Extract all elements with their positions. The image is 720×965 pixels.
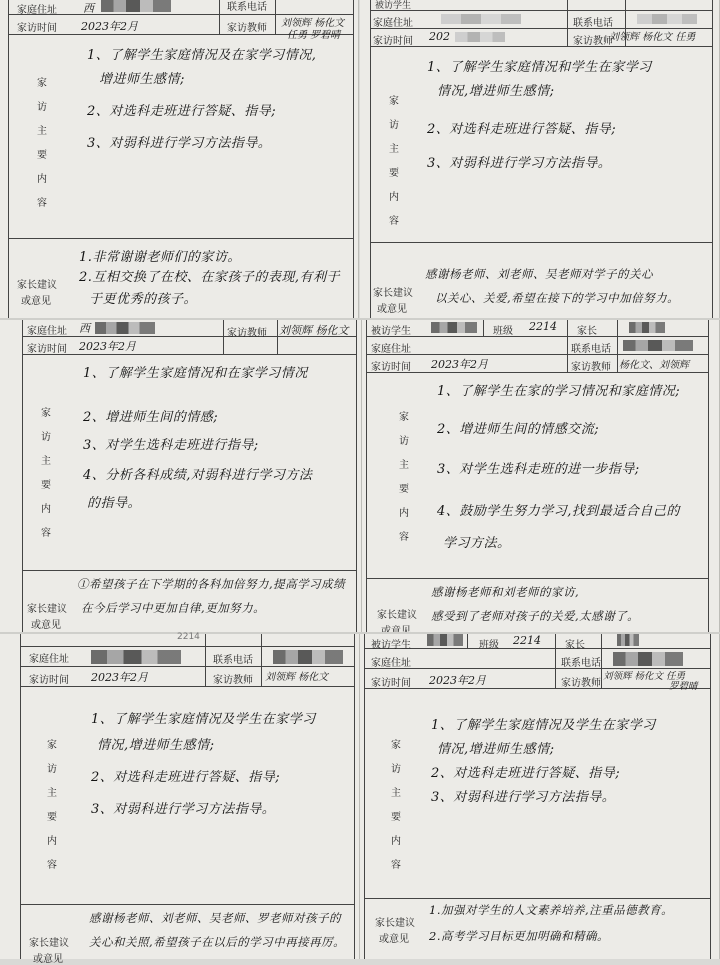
class-value: 2214 — [513, 634, 541, 647]
content-line-2: 情况,增进师生感情; — [437, 742, 555, 757]
content-line-4: 3、对弱科进行学习方法指导。 — [91, 802, 276, 817]
content-line-1: 1、了解学生家庭情况及在家学习情况, — [87, 48, 317, 63]
phone-label: 联系电话 — [561, 658, 601, 669]
address-value: 西 — [83, 2, 94, 15]
address-label: 家庭住址 — [29, 654, 69, 665]
teacher-value: 杨化文、刘领辉 — [619, 360, 689, 371]
main-content-label: 家访主要内容 — [391, 740, 401, 871]
redacted-address — [441, 14, 521, 24]
advice-line-2: 2.互相交换了在校、在家孩子的表现,有利于 — [79, 270, 341, 285]
phone-label: 联系电话 — [213, 655, 253, 666]
redacted-student — [431, 322, 477, 333]
advice-label-line-2: 或意见 — [21, 296, 51, 307]
phone-label: 联系电话 — [573, 18, 613, 29]
content-line-2: 2、增进师生间的情感交流; — [437, 422, 600, 437]
content-line-5: 的指导。 — [87, 496, 142, 511]
phone-label: 联系电话 — [571, 344, 611, 355]
advice-label-line-1: 家长建议 — [377, 610, 417, 621]
visit-time-label: 家访时间 — [373, 36, 413, 47]
teacher-value: 刘领辉 杨化文 — [279, 324, 349, 337]
advice-label-line-1: 家长建议 — [375, 918, 415, 929]
main-content-label: 家访主要内容 — [41, 408, 51, 539]
advice-line-2: 在今后学习中更加自律,更加努力。 — [81, 601, 266, 615]
address-label: 家庭住址 — [27, 326, 67, 337]
address-label: 家庭住址 — [371, 344, 411, 355]
redacted-phone — [273, 650, 343, 664]
redacted-parent — [617, 634, 639, 646]
content-line-3: 3、对学生选科走班进行指导; — [83, 438, 259, 453]
visit-time-value: 202 — [429, 30, 450, 43]
content-line-2: 情况,增进师生感情; — [437, 84, 555, 99]
teacher-label: 家访教师 — [571, 362, 611, 373]
address-label: 家庭住址 — [371, 658, 411, 669]
redacted-phone — [623, 340, 693, 351]
advice-label-line-1: 家长建议 — [373, 288, 413, 299]
teacher-label: 家访教师 — [573, 36, 613, 47]
visit-time-value: 2023年2月 — [431, 358, 488, 371]
teacher-label: 家访教师 — [213, 675, 253, 686]
class-value: 2214 — [529, 320, 557, 333]
class-value: 2214 — [177, 632, 200, 642]
advice-label-line-2: 或意见 — [31, 620, 61, 631]
redacted-visit-time — [455, 32, 505, 42]
content-line-5: 学习方法。 — [443, 536, 511, 551]
record-sheet-3 — [0, 320, 362, 632]
teacher-value-2: 罗碧晴 — [669, 681, 698, 692]
teacher-value-2: 任勇 罗碧晴 — [287, 30, 341, 41]
content-line-2: 情况,增进师生感情; — [97, 738, 215, 753]
content-line-1: 1、了解学生家庭情况及学生在家学习 — [431, 718, 656, 733]
content-line-2: 增进师生感情; — [99, 72, 185, 87]
content-line-1: 1、了解学生在家的学习情况和家庭情况; — [437, 384, 681, 399]
content-line-3: 3、对学生选科走班的进一步指导; — [437, 462, 640, 477]
content-line-2: 2、增进师生间的情感; — [83, 410, 219, 425]
content-line-3: 2、对选科走班进行答疑、指导; — [91, 770, 281, 785]
content-line-3: 2、对选科走班进行答疑、指导; — [431, 766, 621, 781]
advice-label-line-2: 或意见 — [377, 304, 407, 315]
teacher-value: 刘领辉 杨化文 任勇 — [603, 671, 686, 682]
advice-label-line-1: 家长建议 — [29, 938, 69, 949]
advice-label-line-1: 家长建议 — [17, 280, 57, 291]
teacher-label: 家访教师 — [227, 23, 267, 34]
visit-time-value: 2023年2月 — [79, 340, 136, 353]
teacher-value: 刘领辉 杨化文 — [265, 672, 329, 683]
redacted-address — [91, 650, 181, 664]
content-line-3: 2、对选科走班进行答疑、指导; — [87, 104, 277, 119]
visit-time-label: 家访时间 — [27, 344, 67, 355]
phone-label: 联系电话 — [227, 2, 267, 13]
content-line-1: 1、了解学生家庭情况和学生在家学习 — [427, 60, 652, 75]
record-sheet-4 — [362, 320, 720, 632]
address-label: 家庭住址 — [17, 5, 57, 16]
main-content-label: 家访主要内容 — [389, 96, 399, 227]
parent-label: 家长 — [565, 640, 585, 651]
advice-line-2: 以关心、关爱,希望在接下的学习中加倍努力。 — [435, 291, 680, 305]
record-sheet-2 — [360, 0, 720, 318]
visit-time-value: 2023年2月 — [91, 671, 148, 684]
teacher-label: 家访教师 — [227, 328, 267, 339]
redacted-phone — [637, 14, 697, 24]
advice-line-1: 感谢杨老师、刘老师、吴老师、罗老师对孩子的 — [89, 911, 341, 925]
content-line-4: 3、对弱科进行学习方法指导。 — [87, 136, 272, 151]
advice-label-line-2: 或意见 — [33, 954, 63, 965]
visited-student-label: 被访学生 — [371, 326, 411, 337]
class-label: 班级 — [479, 640, 499, 651]
class-label: 班级 — [493, 326, 513, 337]
record-sheet-1 — [0, 0, 359, 318]
address-label: 家庭住址 — [373, 18, 413, 29]
visit-time-value: 2023年2月 — [429, 674, 486, 687]
main-content-label: 家访主要内容 — [399, 412, 409, 543]
advice-line-2: 感受到了老师对孩子的关爱,太感谢了。 — [431, 609, 640, 623]
advice-label-line-2: 或意见 — [379, 934, 409, 945]
advice-line-2: 关心和关照,希望孩子在以后的学习中再接再厉。 — [89, 935, 346, 949]
advice-line-1: ①希望孩子在下学期的各科加倍努力,提高学习成绩 — [77, 577, 346, 591]
parent-label: 家长 — [577, 326, 597, 337]
content-line-3: 2、对选科走班进行答疑、指导; — [427, 122, 617, 137]
teacher-value: 刘领辉 杨化文 — [281, 18, 345, 29]
redacted-student — [427, 634, 463, 646]
content-line-4: 3、对弱科进行学习方法指导。 — [431, 790, 616, 805]
address-value: 西 — [79, 322, 90, 335]
teacher-value: 刘领辉 杨化文 任勇 — [609, 32, 696, 43]
redacted-address — [95, 322, 155, 334]
advice-line-1: 1.非常谢谢老师们的家访。 — [79, 250, 241, 265]
content-line-4: 3、对弱科进行学习方法指导。 — [427, 156, 612, 171]
main-content-label: 家访主要内容 — [47, 740, 57, 871]
visited-student-label: 被访学生 — [375, 1, 412, 11]
record-sheet-5 — [0, 632, 360, 965]
redacted-phone — [613, 652, 683, 666]
redacted-address — [101, 0, 171, 12]
redacted-parent — [629, 322, 665, 333]
record-sheet-6 — [360, 634, 720, 959]
advice-line-1: 感谢杨老师、刘老师、吴老师对学子的关心 — [425, 267, 653, 281]
content-line-1: 1、了解学生家庭情况及学生在家学习 — [91, 712, 316, 727]
visit-time-label: 家访时间 — [17, 23, 57, 34]
advice-line-3: 于更优秀的孩子。 — [89, 292, 198, 307]
visit-time-label: 家访时间 — [371, 362, 411, 373]
main-content-label: 家访主要内容 — [37, 78, 47, 209]
visit-time-label: 家访时间 — [371, 678, 411, 689]
visit-time-label: 家访时间 — [29, 675, 69, 686]
teacher-label: 家访教师 — [561, 678, 601, 689]
advice-line-1: 1.加强对学生的人文素养培养,注重品德教育。 — [429, 903, 674, 917]
content-line-1: 1、了解学生家庭情况和在家学习情况 — [83, 366, 308, 381]
content-line-4: 4、鼓励学生努力学习,找到最适合自己的 — [437, 504, 680, 519]
visited-student-label: 被访学生 — [371, 640, 411, 651]
visit-time-value: 2023年2月 — [81, 20, 138, 33]
advice-label-line-1: 家长建议 — [27, 604, 67, 615]
content-line-4: 4、分析各科成绩,对弱科进行学习方法 — [83, 468, 313, 483]
advice-line-2: 2.高考学习目标更加明确和精确。 — [429, 929, 609, 943]
advice-line-1: 感谢杨老师和刘老师的家访, — [431, 585, 580, 599]
